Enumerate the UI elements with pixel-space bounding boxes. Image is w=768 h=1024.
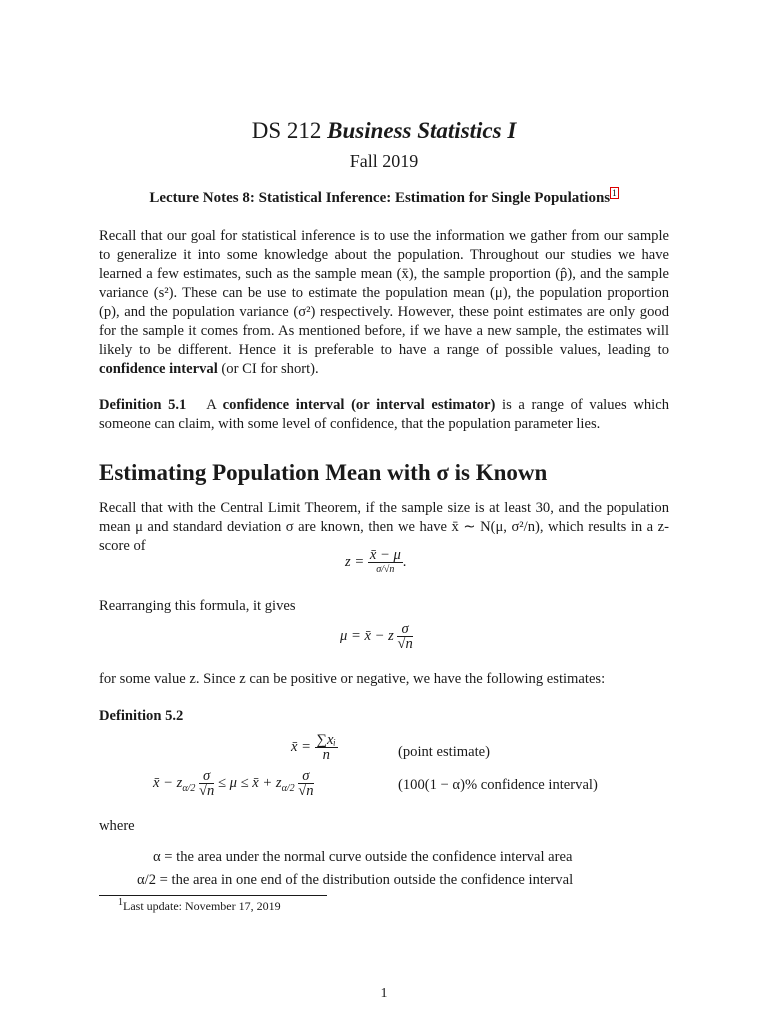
after-mu-text: for some value z. Since z can be positive or negative, we have the following estimates: xyxy=(99,671,606,687)
footnote-text: Last update: November 17, 2019 xyxy=(123,899,281,913)
document-title xyxy=(0,118,768,144)
ci-sub-right: α/2 xyxy=(281,782,295,794)
intro-text: Recall that our goal for statistical inference is to use the information we gather from our sample to generalize it into some knowledge about the population. Throughout our studies we have learned a few estimates, such as the sample mean (x̄), the sample proportion (p̂), and the sample variance (s²). These can be use to estimate the population mean (μ), the population proportion (p), and the population variance (σ²) respectively. However, these point estimates are only good for the sample it comes from. As mentioned before, if we have a new sample, the estimates will likely to be different. Hence it is preferable to have a range of possible values, leading to xyxy=(99,228,669,358)
clt-text: Recall that with the Central Limit Theorem, if the sample size is at least 30, and the population mean μ and standard deviation σ are known, then we have x̄ ∼ N(μ, σ²/n), which results in a z-score of xyxy=(99,500,669,554)
term: Fall 2019 xyxy=(349,151,419,171)
ci-numerator-right: σ xyxy=(298,769,313,784)
xbar-denominator: n xyxy=(322,747,330,763)
footnote-marker: 1 xyxy=(118,897,123,908)
ci-middle: ≤ μ ≤ x̄ + z xyxy=(217,774,282,791)
footnote xyxy=(118,897,281,914)
intro-text-end: (or CI for short). xyxy=(217,361,319,377)
section-heading: Estimating Population Mean with σ is Known xyxy=(99,460,548,485)
mu-denominator: √n xyxy=(397,636,413,652)
confidence-interval-equation xyxy=(153,769,314,798)
z-lhs: z = xyxy=(345,553,365,570)
mu-fraction xyxy=(397,622,412,651)
definition-label: Definition 5.1 xyxy=(99,397,187,413)
intro-bold-term: confidence interval xyxy=(99,361,218,377)
definition-text-post: is a range of values which someone can claim, with some level of confidence, that the population parameter lies. xyxy=(99,397,669,432)
xbar-numerator: ∑xᵢ xyxy=(316,732,336,748)
mu-numerator: σ xyxy=(397,622,412,637)
where-text: where xyxy=(99,818,135,834)
alpha-definition: α = the area under the normal curve outside the confidence interval area xyxy=(153,849,573,865)
point-estimate-note: (point estimate) xyxy=(398,744,490,760)
z-fraction xyxy=(368,548,403,577)
z-numerator: x̄ − μ xyxy=(369,547,401,563)
mu-equation xyxy=(340,622,413,651)
ci-sub-left: α/2 xyxy=(182,782,196,794)
ci-denominator-right: √n xyxy=(298,783,314,799)
ci-fraction-right xyxy=(298,769,313,798)
footnote-divider xyxy=(99,895,327,896)
course-title: Business Statistics I xyxy=(327,118,517,143)
point-estimate-equation xyxy=(291,733,338,762)
lecture-title xyxy=(0,187,768,207)
ci-left: x̄ − z xyxy=(153,774,183,791)
definition-bold-term: confidence interval (or interval estimator) xyxy=(222,397,496,413)
ci-numerator-left: σ xyxy=(199,769,214,784)
z-end: . xyxy=(402,553,407,570)
alpha-half-definition: α/2 = the area in one end of the distribution outside the confidence interval xyxy=(137,872,574,888)
course-code: DS 212 xyxy=(251,118,322,143)
definition-text-pre: A xyxy=(206,397,223,413)
page-number: 1 xyxy=(380,986,388,1001)
rearrange-text: Rearranging this formula, it gives xyxy=(99,598,296,614)
mu-lhs: μ = x̄ − z xyxy=(340,627,394,644)
z-score-equation xyxy=(345,548,406,577)
intro-paragraph xyxy=(99,227,669,379)
definition-5-1 xyxy=(99,396,669,434)
xbar-fraction xyxy=(315,733,338,762)
z-denominator: σ/√n xyxy=(376,564,395,575)
footnote-link[interactable]: 1 xyxy=(612,188,617,198)
definition-5-2-label: Definition 5.2 xyxy=(99,708,184,724)
ci-fraction-left xyxy=(199,769,214,798)
confidence-interval-note: (100(1 − α)% confidence interval) xyxy=(398,777,598,793)
lecture-title-text: Lecture Notes 8: Statistical Inference: Estimation for Single Populations xyxy=(149,190,611,206)
ci-denominator-left: √n xyxy=(199,783,215,799)
xbar-lhs: x̄ = xyxy=(291,738,311,755)
